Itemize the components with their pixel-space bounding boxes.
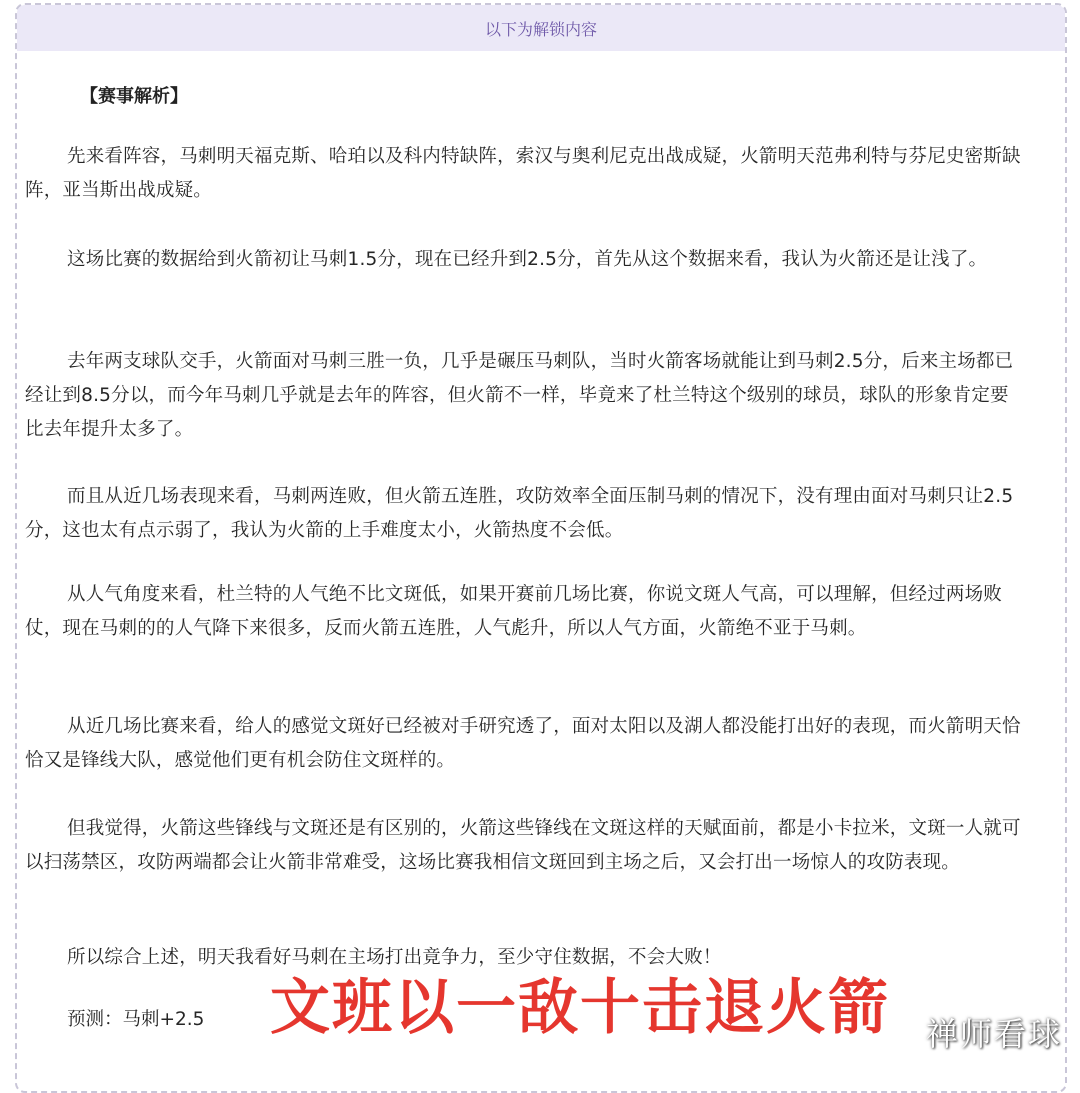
article-paragraph: 先来看阵容，马刺明天福克斯、哈珀以及科内特缺阵，索汉与奥利尼克出战成疑，火箭明天范弗利特与芬尼史密斯缺阵，亚当斯出战成疑。 [25, 146, 1021, 201]
article-paragraph: 这场比赛的数据给到火箭初让马刺1.5分，现在已经升到2.5分，首先从这个数据来看，我认为火箭还是让浅了。 [67, 249, 988, 270]
unlock-banner [17, 5, 1065, 51]
watermark-text: 禅师看球 [925, 1015, 1062, 1053]
article-paragraph: 去年两支球队交手，火箭面对马刺三胜一负，几乎是碾压马刺队，当时火箭客场就能让到马刺2.5分，后来主场都已经让到8.5分以，而今年马刺几乎就是去年的阵容，但火箭不一样，毕竟来了杜兰特这个级别的球员，球队的形象肯定要比去年提升太多了。 [25, 351, 1014, 440]
article-heading: 【赛事解析】 [80, 86, 188, 107]
article-paragraph: 从近几场比赛来看，给人的感觉文斑好已经被对手研究透了，面对太阳以及湖人都没能打出好的表现，而火箭明天恰恰又是锋线大队，感觉他们更有机会防住文斑样的。 [25, 716, 1021, 771]
article-paragraph: 从人气角度来看，杜兰特的人气绝不比文斑低，如果开赛前几场比赛，你说文斑人气高，可以理解，但经过两场败仗，现在马刺的的人气降下来很多，反而火箭五连胜，人气彪升，所以人气方面，火箭绝不亚于马刺。 [25, 584, 1003, 639]
overlay-headline: 文班以一敌十击退火箭 [270, 973, 890, 1043]
article-paragraph: 所以综合上述，明天我看好马刺在主场打出竟争力，至少守住数据，不会大败！ [67, 947, 722, 968]
prediction-line: 预测：马刺+2.5 [67, 1009, 205, 1030]
article-paragraph: 但我觉得，火箭这些锋线与文斑还是有区别的，火箭这些锋线在文斑这样的天赋面前，都是小卡拉米，文斑一人就可以扫荡禁区，攻防两端都会让火箭非常难受，这场比赛我相信文斑回到主场之后，又会打出一场惊人的攻防表现。 [25, 818, 1021, 873]
unlock-banner-text: 以下为解锁内容 [484, 19, 597, 39]
article-paragraph: 而且从近几场表现来看，马刺两连败，但火箭五连胜，攻防效率全面压制马刺的情况下，没有理由面对马刺只让2.5分，这也太有点示弱了，我认为火箭的上手难度太小，火箭热度不会低。 [25, 486, 1014, 541]
